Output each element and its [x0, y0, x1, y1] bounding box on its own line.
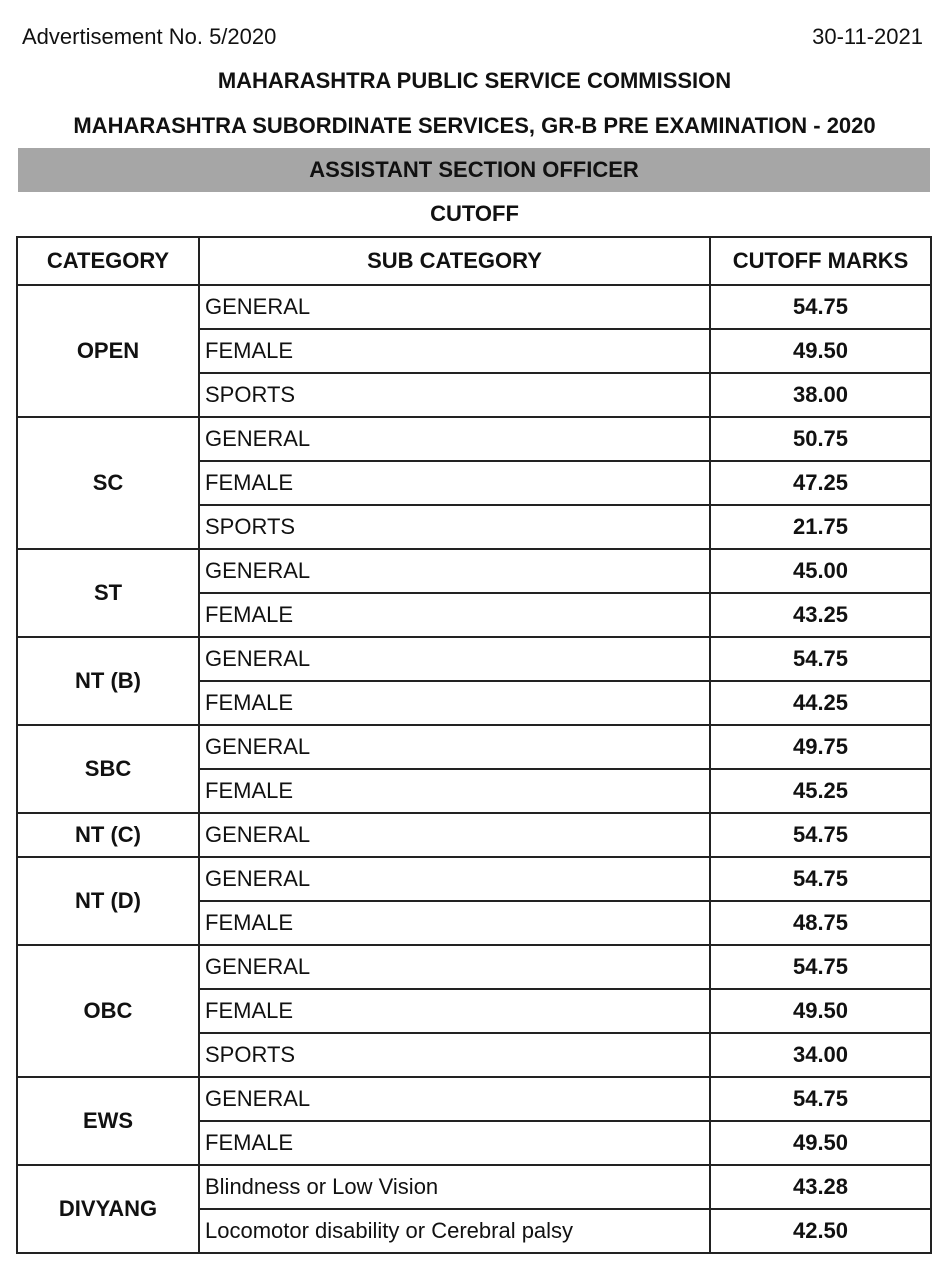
table-row — [17, 285, 931, 329]
cutoff-marks-cell: 54.75 — [710, 637, 931, 681]
table-row — [17, 725, 931, 769]
cutoff-marks-cell: 38.00 — [710, 373, 931, 417]
commission-title: MAHARASHTRA PUBLIC SERVICE COMMISSION — [217, 68, 732, 93]
cutoff-marks-cell: 49.50 — [710, 989, 931, 1033]
category-cell: OPEN — [17, 285, 199, 417]
table-row — [17, 857, 931, 901]
sub-category-cell: FEMALE — [199, 1121, 710, 1165]
table-row — [17, 637, 931, 681]
sub-category-cell: Locomotor disability or Cerebral palsy — [199, 1209, 710, 1253]
section-title: CUTOFF — [430, 201, 519, 226]
sub-category-cell: GENERAL — [199, 725, 710, 769]
sub-category-cell: FEMALE — [199, 989, 710, 1033]
cutoff-marks-cell: 43.25 — [710, 593, 931, 637]
sub-category-cell: FEMALE — [199, 901, 710, 945]
category-cell: SC — [17, 417, 199, 549]
category-cell: OBC — [17, 945, 199, 1077]
table-row — [17, 813, 931, 857]
cutoff-table — [16, 236, 932, 1254]
sub-category-cell: SPORTS — [199, 1033, 710, 1077]
category-cell: NT (D) — [17, 857, 199, 945]
cutoff-marks-cell: 54.75 — [710, 1077, 931, 1121]
cutoff-marks-cell: 45.00 — [710, 549, 931, 593]
advertisement-number: Advertisement No. 5/2020 — [22, 24, 277, 49]
cutoff-marks-cell: 50.75 — [710, 417, 931, 461]
document-date: 30-11-2021 — [812, 24, 923, 49]
cutoff-marks-cell: 49.50 — [710, 1121, 931, 1165]
table-row — [17, 417, 931, 461]
cutoff-marks-cell: 49.50 — [710, 329, 931, 373]
cutoff-marks-cell: 44.25 — [710, 681, 931, 725]
category-cell: DIVYANG — [17, 1165, 199, 1253]
sub-category-cell: FEMALE — [199, 461, 710, 505]
column-header-sub-category: SUB CATEGORY — [199, 237, 710, 285]
category-cell: NT (B) — [17, 637, 199, 725]
cutoff-marks-cell: 45.25 — [710, 769, 931, 813]
sub-category-cell: GENERAL — [199, 1077, 710, 1121]
column-header-cutoff-marks: CUTOFF MARKS — [710, 237, 931, 285]
sub-category-cell: SPORTS — [199, 373, 710, 417]
cutoff-marks-cell: 47.25 — [710, 461, 931, 505]
sub-category-cell: FEMALE — [199, 681, 710, 725]
cutoff-marks-cell: 54.75 — [710, 945, 931, 989]
sub-category-cell: GENERAL — [199, 813, 710, 857]
table-row — [17, 1077, 931, 1121]
table-header-row — [17, 237, 931, 285]
cutoff-marks-cell: 54.75 — [710, 285, 931, 329]
sub-category-cell: GENERAL — [199, 549, 710, 593]
category-cell: SBC — [17, 725, 199, 813]
cutoff-marks-cell: 42.50 — [710, 1209, 931, 1253]
category-cell: NT (C) — [17, 813, 199, 857]
cutoff-marks-cell: 43.28 — [710, 1165, 931, 1209]
cutoff-marks-cell: 54.75 — [710, 813, 931, 857]
table-row — [17, 549, 931, 593]
sub-category-cell: GENERAL — [199, 285, 710, 329]
table-row — [17, 945, 931, 989]
post-banner: ASSISTANT SECTION OFFICER — [18, 148, 930, 192]
sub-category-cell: FEMALE — [199, 593, 710, 637]
cutoff-marks-cell: 21.75 — [710, 505, 931, 549]
sub-category-cell: GENERAL — [199, 637, 710, 681]
sub-category-cell: GENERAL — [199, 945, 710, 989]
sub-category-cell: FEMALE — [199, 769, 710, 813]
sub-category-cell: GENERAL — [199, 857, 710, 901]
cutoff-marks-cell: 48.75 — [710, 901, 931, 945]
cutoff-marks-cell: 54.75 — [710, 857, 931, 901]
cutoff-marks-cell: 34.00 — [710, 1033, 931, 1077]
sub-category-cell: FEMALE — [199, 329, 710, 373]
table-body — [17, 285, 931, 1253]
column-header-category: CATEGORY — [17, 237, 199, 285]
exam-title: MAHARASHTRA SUBORDINATE SERVICES, GR-B PRE EXAMINATION - 2020 — [73, 113, 876, 138]
sub-category-cell: Blindness or Low Vision — [199, 1165, 710, 1209]
cutoff-marks-cell: 49.75 — [710, 725, 931, 769]
category-cell: ST — [17, 549, 199, 637]
table-row — [17, 1165, 931, 1209]
category-cell: EWS — [17, 1077, 199, 1165]
sub-category-cell: SPORTS — [199, 505, 710, 549]
sub-category-cell: GENERAL — [199, 417, 710, 461]
